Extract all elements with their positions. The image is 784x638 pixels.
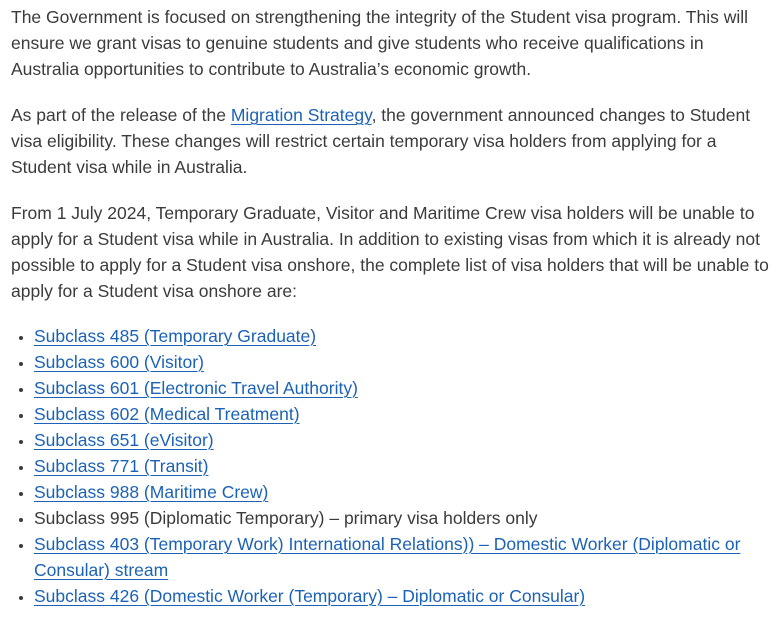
list-item: [34, 349, 772, 375]
migration-strategy-link[interactable]: Migration Strategy: [230, 105, 372, 125]
visa-995-text: Subclass 995 (Diplomatic Temporary) – primary visa holders only: [34, 508, 538, 528]
visa-485-link[interactable]: Subclass 485 (Temporary Graduate): [34, 326, 317, 346]
visa-602-link[interactable]: Subclass 602 (Medical Treatment): [34, 404, 300, 424]
visa-subclass-list: [11, 323, 772, 609]
list-item: [34, 323, 772, 349]
migration-strategy-paragraph: [11, 102, 772, 180]
list-item: [34, 427, 772, 453]
list-item: [34, 401, 772, 427]
list-item: [34, 479, 772, 505]
intro-paragraph: The Government is focused on strengthening the integrity of the Student visa program. This will ensure we grant visas to genuine students and give students who receive qualifications in Australia opportunities to contribute to Australia’s economic growth.: [11, 7, 749, 79]
visa-988-link[interactable]: Subclass 988 (Maritime Crew): [34, 482, 269, 502]
paragraph-text-after: , the government announced changes to Student visa eligibility. These changes will restrict certain temporary visa holders from applying for a Student visa while in Australia.: [11, 105, 751, 177]
visa-771-link[interactable]: Subclass 771 (Transit): [34, 456, 209, 476]
list-item: [34, 453, 772, 479]
list-item: [34, 531, 772, 583]
visa-403-link[interactable]: Subclass 403 (Temporary Work) International Relations)) – Domestic Worker (Diplomatic or Consular) stream: [34, 534, 741, 580]
eligibility-paragraph: From 1 July 2024, Temporary Graduate, Visitor and Maritime Crew visa holders will be unable to apply for a Student visa while in Australia. In addition to existing visas from which it is already not possible to apply for a Student visa onshore, the complete list of visa holders that will be unable to apply for a Student visa onshore are:: [11, 203, 769, 301]
visa-600-link[interactable]: Subclass 600 (Visitor): [34, 352, 204, 372]
visa-651-link[interactable]: Subclass 651 (eVisitor): [34, 430, 214, 450]
paragraph-text-before: As part of the release of the: [11, 105, 231, 125]
list-item: [34, 375, 772, 401]
list-item: [34, 583, 772, 609]
visa-601-link[interactable]: Subclass 601 (Electronic Travel Authority): [34, 378, 358, 398]
list-item: [34, 505, 772, 531]
visa-426-link[interactable]: Subclass 426 (Domestic Worker (Temporary) – Diplomatic or Consular): [34, 586, 586, 606]
